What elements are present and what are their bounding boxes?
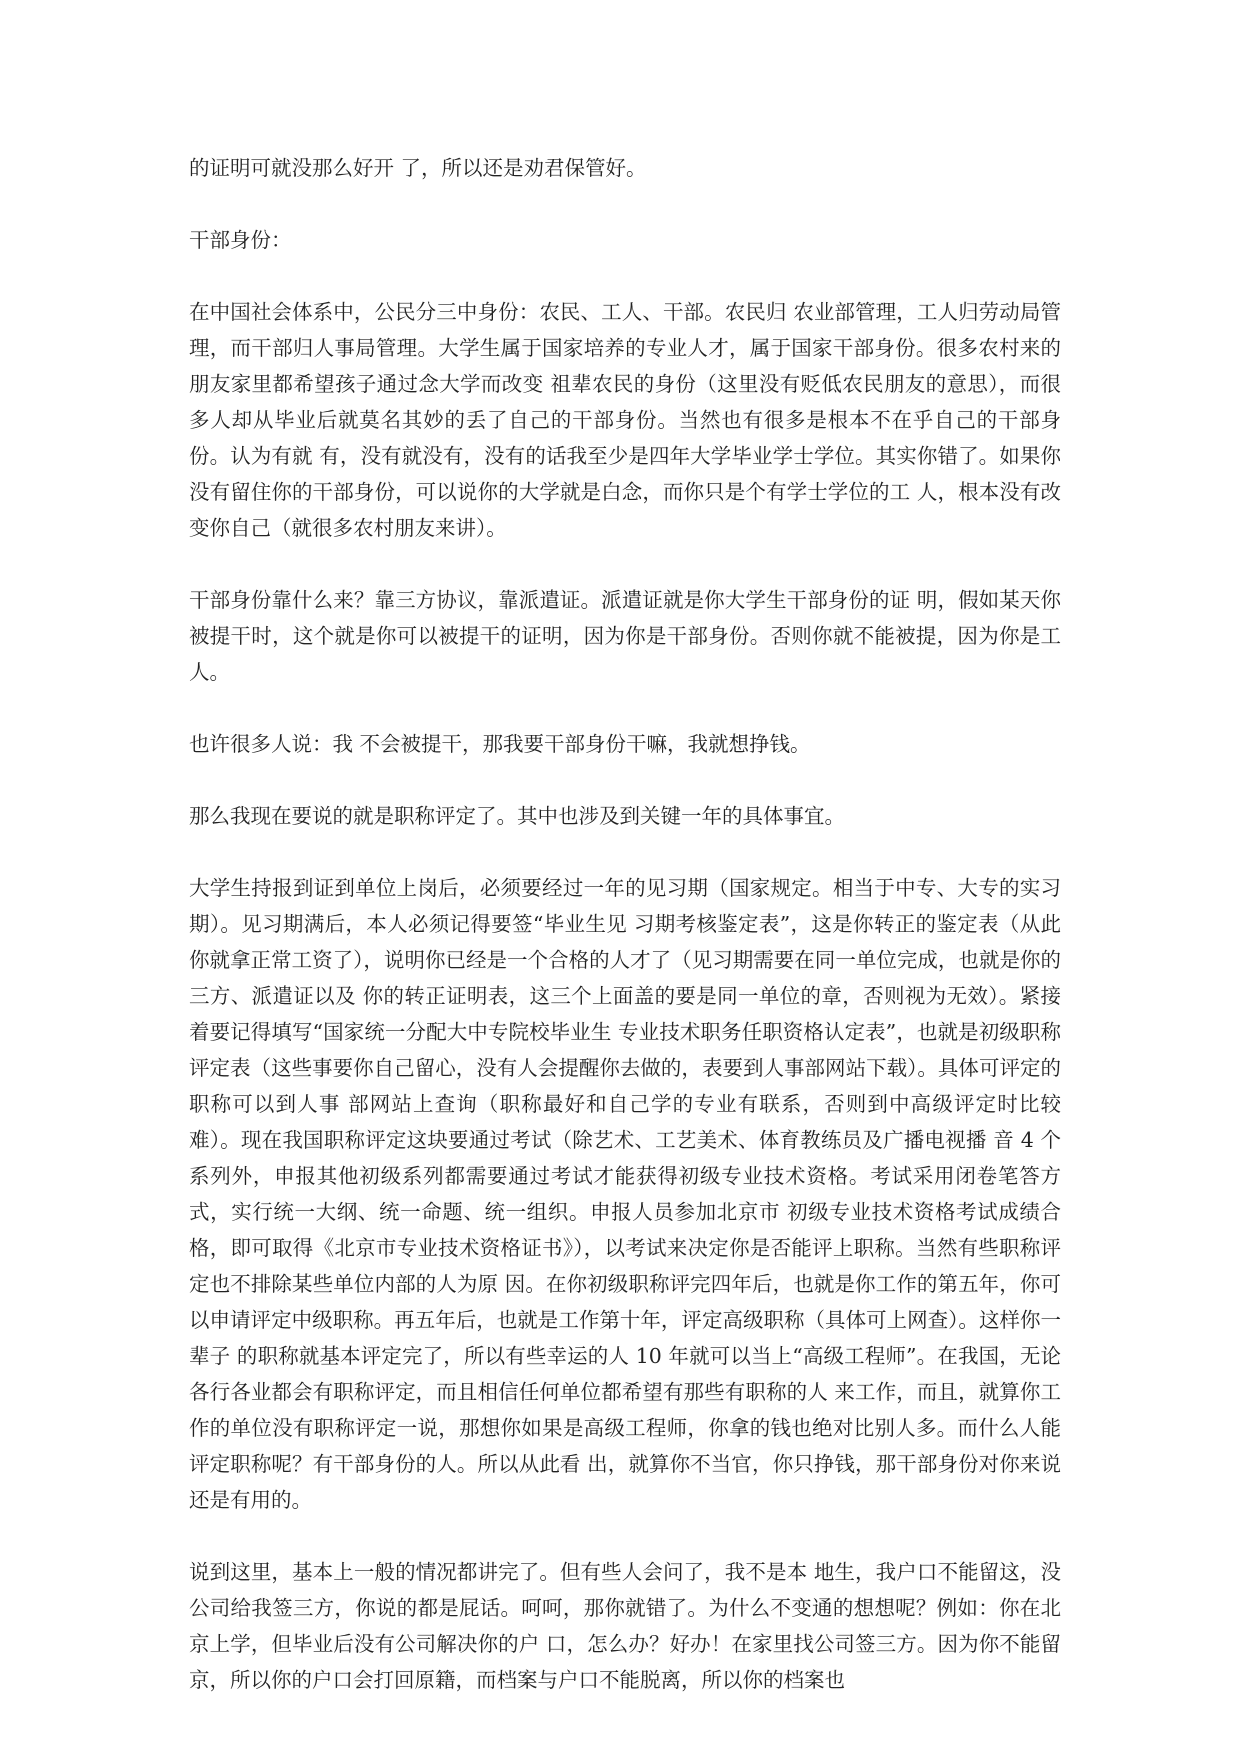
paragraph: 那么我现在要说的就是职称评定了。其中也涉及到关键一年的具体事宜。: [189, 804, 845, 828]
paragraph: 干部身份靠什么来？靠三方协议，靠派遣证。派遣证就是你大学生干部身份的证 明，假如某天你被提干时，这个就是你可以被提干的证明，因为你是干部身份。否则你就不能被提，因为你是工人。: [189, 588, 1061, 684]
paragraph: 大学生持报到证到单位上岗后，必须要经过一年的见习期（国家规定。相当于中专、大专的实习期）。见习期满后，本人必须记得要签“毕业生见 习期考核鉴定表”，这是你转正的鉴定表（从此你就拿正常工资了），说明你已经是一个合格的人才了（见习期需要在同一单位完成，也就是你的三方、派遣证以及 你的转正证明表，这三个上面盖的要是同一单位的章，否则视为无效）。紧接着要记得填写“国家统一分配大中专院校毕业生 专业技术职务任职资格认定表”，也就是初级职称评定表（这些事要你自己留心，没有人会提醒你去做的，表要到人事部网站下载）。具体可评定的职称可以到人事 部网站上查询（职称最好和自己学的专业有联系，否则到中高级评定时比较难）。现在我国职称评定这块要通过考试（除艺术、工艺美术、体育教练员及广播电视播 音 4 个系列外，申报其他初级系列都需要通过考试才能获得初级专业技术资格。考试采用闭卷笔答方式，实行统一大纲、统一命题、统一组织。申报人员参加北京市 初级专业技术资格考试成绩合格，即可取得《北京市专业技术资格证书》），以考试来决定你是否能评上职称。当然有些职称评定也不排除某些单位内部的人为原 因。在你初级职称评完四年后，也就是你工作的第五年，你可以申请评定中级职称。再五年后，也就是工作第十年，评定高级职称（具体可上网查）。这样你一辈子 的职称就基本评定完了，所以有些幸运的人 10 年就可以当上“高级工程师”。在我国，无论各行各业都会有职称评定，而且相信任何单位都希望有那些有职称的人 来工作，而且，就算你工作的单位没有职称评定一说，那想你如果是高级工程师，你拿的钱也绝对比别人多。而什么人能评定职称呢？有干部身份的人。所以从此看 出，就算你不当官，你只挣钱，那干部身份对你来说还是有用的。: [189, 876, 1061, 1512]
paragraph: 的证明可就没那么好开 了，所以还是劝君保管好。: [189, 156, 647, 180]
paragraph: 在中国社会体系中，公民分三中身份：农民、工人、干部。农民归 农业部管理，工人归劳动局管理，而干部归人事局管理。大学生属于国家培养的专业人才，属于国家干部身份。很多农村来的朋友家里都希望孩子通过念大学而改变 祖辈农民的身份（这里没有贬低农民朋友的意思），而很多人却从毕业后就莫名其妙的丢了自己的干部身份。当然也有很多是根本不在乎自己的干部身份。认为有就 有，没有就没有，没有的话我至少是四年大学毕业学士学位。其实你错了。如果你没有留住你的干部身份，可以说你的大学就是白念，而你只是个有学士学位的工 人，根本没有改变你自己（就很多农村朋友来讲）。: [189, 300, 1061, 540]
section-heading: 干部身份：: [189, 228, 292, 252]
paragraph: 也许很多人说：我 不会被提干，那我要干部身份干嘛，我就想挣钱。: [189, 732, 811, 756]
paragraph: 说到这里，基本上一般的情况都讲完了。但有些人会问了，我不是本 地生，我户口不能留这，没公司给我签三方，你说的都是屁话。呵呵，那你就错了。为什么不变通的想想呢？例如：你在北京上学，但毕业后没有公司解决你的户 口，怎么办？好办！在家里找公司签三方。因为你不能留京，所以你的户口会打回原籍，而档案与户口不能脱离，所以你的档案也: [189, 1560, 1061, 1692]
document-page: [189, 150, 1061, 1698]
